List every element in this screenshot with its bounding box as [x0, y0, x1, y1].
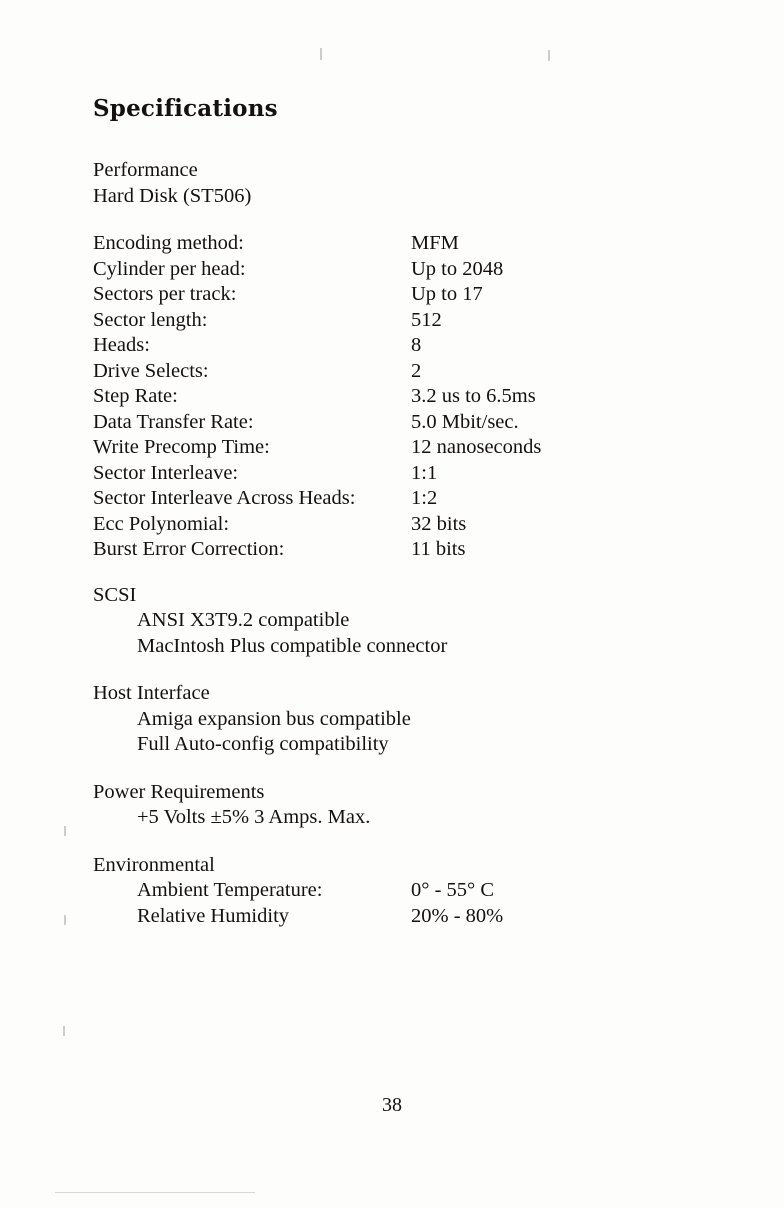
spec-label: Ecc Polynomial: — [93, 512, 230, 535]
page-bottom-rule — [55, 1192, 255, 1193]
section-heading-host-interface: Host Interface — [93, 682, 210, 704]
table-row — [93, 359, 691, 385]
table-row — [93, 257, 691, 283]
list-item: Full Auto-config compatibility — [137, 733, 389, 755]
table-row — [93, 537, 691, 563]
spec-value: 3.2 us to 6.5ms — [411, 385, 536, 407]
spec-value: 11 bits — [411, 538, 466, 560]
section-performance — [93, 158, 693, 209]
section-heading-performance: Performance — [93, 159, 198, 181]
spec-value: 2 — [411, 359, 422, 382]
table-row — [93, 486, 691, 512]
environmental-spec-table — [137, 878, 503, 929]
scan-artifact-mark — [320, 48, 322, 60]
spec-label: Sector Interleave: — [93, 461, 239, 484]
table-row — [93, 333, 691, 359]
table-row — [93, 308, 691, 334]
spec-value: Up to 17 — [411, 283, 483, 305]
list-item: ANSI X3T9.2 compatible — [137, 609, 350, 631]
scan-artifact-mark — [548, 50, 550, 61]
spec-label: Sectors per track: — [93, 283, 237, 305]
spec-label: Sector length: — [93, 308, 208, 331]
scan-artifact-mark — [64, 826, 66, 836]
spec-label: Sector Interleave Across Heads: — [93, 487, 356, 509]
table-row — [93, 384, 691, 410]
spec-label: Drive Selects: — [93, 359, 209, 382]
spec-label: Heads: — [93, 334, 150, 356]
table-row — [93, 410, 691, 436]
table-row — [137, 878, 503, 904]
section-power-requirements — [93, 780, 693, 831]
section-heading-scsi: SCSI — [93, 583, 137, 606]
spec-label: Ambient Temperature: — [137, 879, 323, 901]
spec-value: 12 nanoseconds — [411, 436, 542, 458]
section-environmental — [93, 853, 693, 930]
spec-value: 5.0 Mbit/sec. — [411, 410, 519, 433]
scan-artifact-mark — [63, 1026, 65, 1036]
table-row — [93, 461, 691, 487]
table-row — [137, 904, 503, 930]
spec-label: Burst Error Correction: — [93, 538, 285, 560]
spec-value: 1:1 — [411, 461, 438, 484]
spec-label: Step Rate: — [93, 385, 178, 407]
spec-label: Write Precomp Time: — [93, 436, 270, 458]
table-row — [93, 282, 691, 308]
section-scsi — [93, 583, 693, 660]
section-gap — [93, 563, 693, 583]
spec-value: MFM — [411, 232, 459, 254]
spec-value: Up to 2048 — [411, 257, 504, 280]
list-item: Amiga expansion bus compatible — [137, 707, 411, 730]
page-title: Specifications — [93, 95, 278, 122]
section-heading-environmental: Environmental — [93, 853, 215, 876]
spec-label: Data Transfer Rate: — [93, 410, 254, 433]
spec-label: Encoding method: — [93, 232, 244, 254]
table-row — [93, 435, 691, 461]
page-number: 38 — [382, 1094, 402, 1116]
performance-spec-table — [93, 231, 691, 563]
spec-value: 1:2 — [411, 487, 438, 509]
spec-value: 20% - 80% — [411, 904, 504, 927]
spec-value: 512 — [411, 308, 442, 331]
spec-value: 0° - 55° C — [411, 879, 495, 901]
spec-value: 32 bits — [411, 512, 467, 535]
section-host-interface — [93, 681, 693, 758]
page-content — [93, 95, 693, 951]
list-item: +5 Volts ±5% 3 Amps. Max. — [137, 806, 371, 828]
scan-artifact-mark — [64, 915, 66, 925]
section-heading-power-requirements: Power Requirements — [93, 780, 265, 803]
list-item: MacIntosh Plus compatible connector — [137, 634, 448, 657]
table-row — [93, 512, 691, 538]
spec-value: 8 — [411, 334, 422, 356]
spec-label: Relative Humidity — [137, 904, 290, 927]
spec-label: Cylinder per head: — [93, 257, 246, 280]
section-subheading-hard-disk: Hard Disk (ST506) — [93, 184, 252, 207]
table-row — [93, 231, 691, 257]
